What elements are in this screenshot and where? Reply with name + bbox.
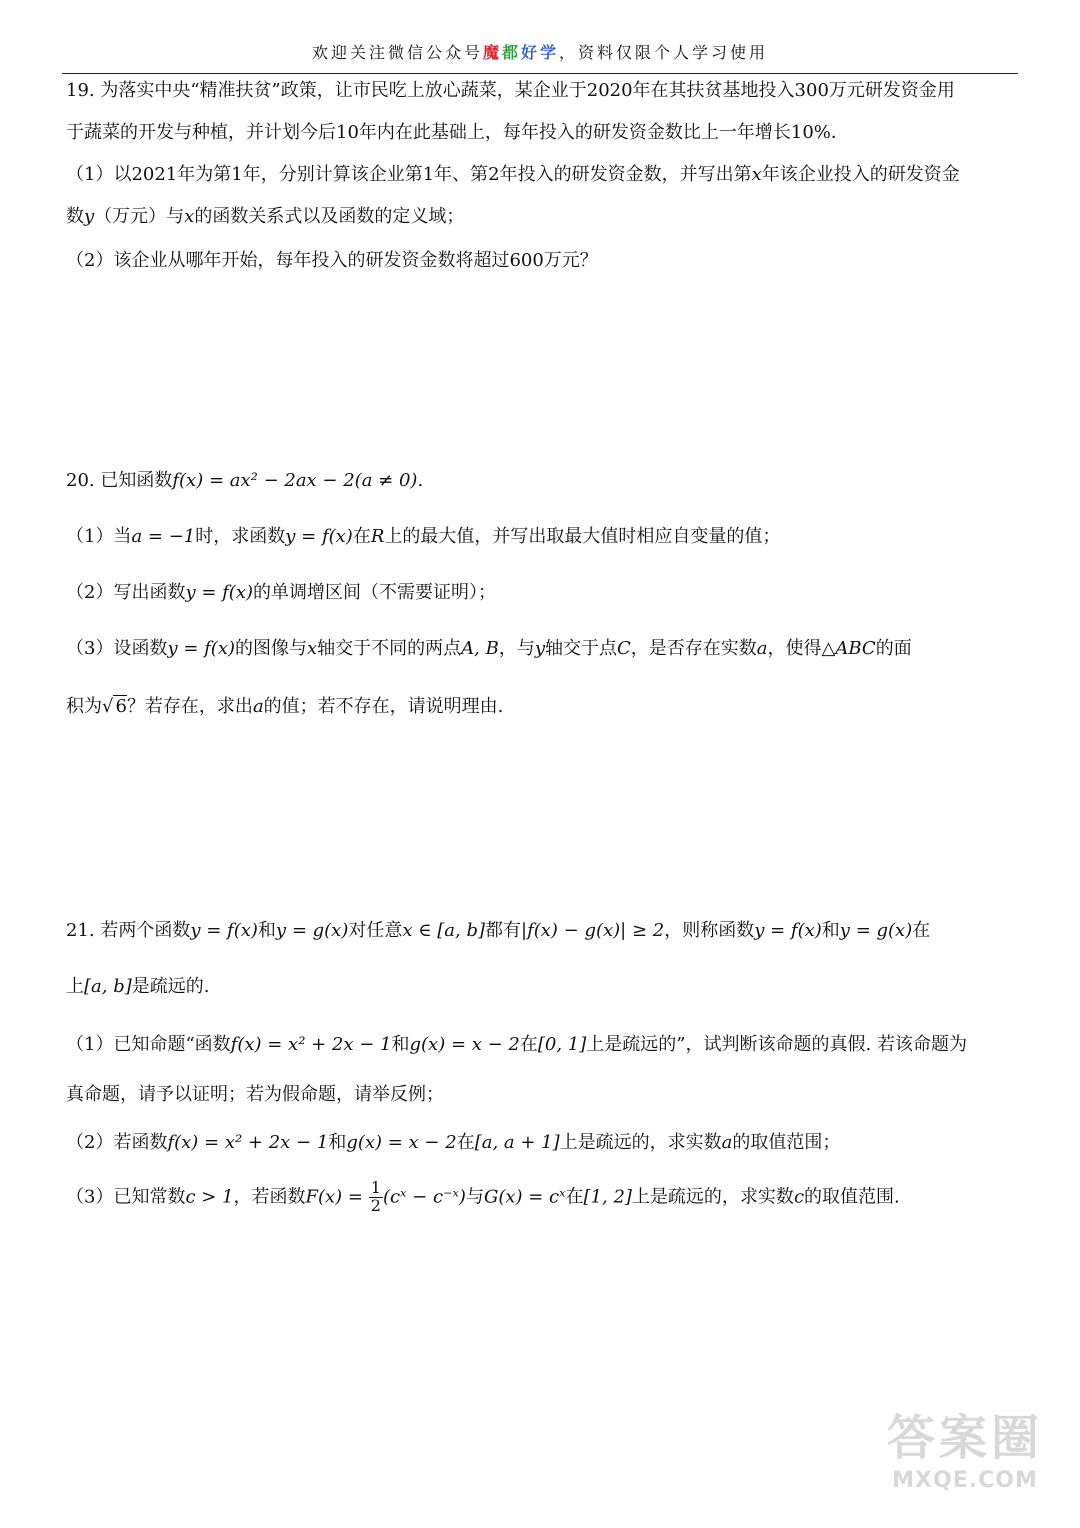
q20-part-2: （2）写出函数y = f(x)的单调增区间（不需要证明）； [66, 582, 497, 603]
q19-line-2: 于蔬菜的开发与种植，并计划今后10年内在此基础上，每年投入的研发资金数比上一年增长10%． [66, 122, 849, 143]
header-brand-1: 魔 [482, 43, 502, 62]
q21-part-3: （3）已知常数c > 1，若函数F(x) = $\frac{1}{2}$ (cˣ − c⁻ˣ)与G(x) = cˣ在[1, 2]上是疏远的，求实数c的取值范围. [66, 1178, 900, 1215]
q21-part-1-cont: 真命题，请予以证明；若为假命题，请举反例； [66, 1084, 444, 1105]
fraction-one-half: $\frac{1}{2}$ [370, 1178, 381, 1215]
q20-intro: 20. 已知函数f(x) = ax² − 2ax − 2(a ≠ 0). [66, 470, 424, 491]
q19-line-5: （2）该企业从哪年开始，每年投入的研发资金数将超过600万元？ [66, 250, 598, 271]
q20-part-3-cont: 积为√ 6？若存在，求出a的值；若不存在，请说明理由. [66, 696, 504, 717]
q21-line-1: 21. 若两个函数y = f(x)和y = g(x)对任意x ∈ [a, b]都有|f(x) − g(x)| ≥ 2，则称函数y = f(x)和y = g(x)在 [66, 920, 931, 941]
q21-part-1: （1）已知命题“函数f(x) = x² + 2x − 1和g(x) = x − 2在[0, 1]上是疏远的”，试判断该命题的真假. 若该命题为 [66, 1034, 967, 1055]
watermark-logo [880, 1408, 1050, 1508]
header-suffix: ，资料仅限个人学习使用 [559, 43, 769, 62]
q21-line-2: 上[a, b]是疏远的. [66, 976, 210, 997]
header-prefix: 欢迎关注微信公众号 [311, 43, 483, 62]
math-function: f(x) = ax² − 2ax − 2(a ≠ 0) [172, 470, 418, 491]
sqrt-radicand: 6 [115, 696, 127, 717]
q21-part-2: （2）若函数f(x) = x² + 2x − 1和g(x) = x − 2在[a, a + 1]上是疏远的，求实数a的取值范围； [66, 1132, 841, 1153]
q20-part-1: （1）当a = −1时，求函数y = f(x)在R上的最大值，并写出取最大值时相应自变量的值； [66, 526, 781, 547]
q19-line-4: 数y（万元）与x的函数关系式以及函数的定义域； [66, 206, 465, 227]
math-y: y [84, 206, 95, 227]
page-header [62, 40, 1018, 74]
q20-part-3: （3）设函数y = f(x)的图像与x轴交于不同的两点A, B，与y轴交于点C，是否存在实数a，使得△ABC的面 [66, 638, 912, 659]
math-x: x [751, 164, 762, 185]
sqrt-symbol: √ [102, 696, 114, 717]
q19-line-3: （1）以2021年为第1年，分别计算该企业第1年、第2年投入的研发资金数，并写出第x年该企业投入的研发资金 [66, 164, 960, 185]
watermark-text: 答案圈 [886, 1410, 1043, 1466]
header-brand-3: 好学 [521, 43, 560, 62]
math-x: x [184, 206, 195, 227]
q19-line-1: 19. 为落实中央“精准扶贫”政策，让市民吃上放心蔬菜，某企业于2020年在其扶贫基地投入300万元研发资金用 [66, 80, 955, 101]
header-brand-2: 都 [501, 43, 521, 62]
watermark-url: MXQE.COM [892, 1468, 1038, 1493]
